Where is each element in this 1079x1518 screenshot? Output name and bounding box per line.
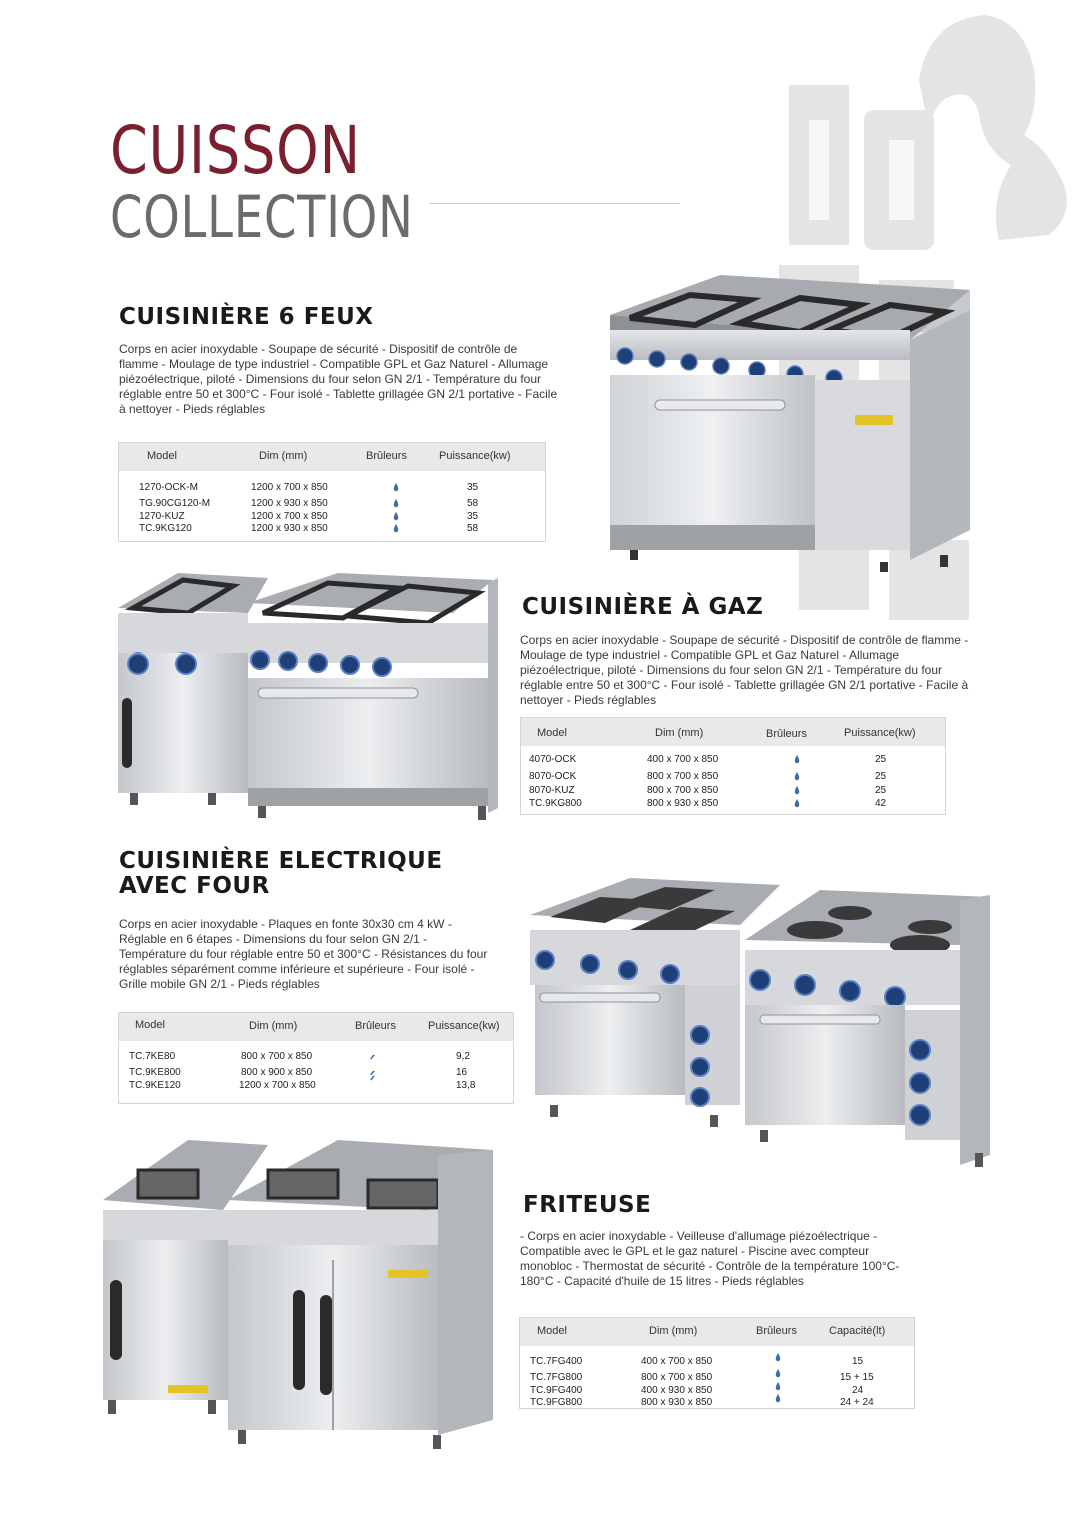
gas-flame-icon	[794, 786, 800, 795]
section-title-line-2: AVEC FOUR	[119, 873, 270, 899]
header-dim: Dim (mm)	[649, 1325, 698, 1337]
product-image-6-burner-range	[600, 270, 975, 575]
table-row	[521, 753, 945, 767]
cell-model: TG.90CG120-M	[139, 498, 211, 509]
title-line-1: CUISSON	[110, 112, 361, 189]
header-puissance: Puissance(kw)	[428, 1020, 500, 1032]
cell-puissance: 58	[467, 523, 479, 534]
gas-flame-icon	[393, 524, 399, 533]
table-row	[119, 1079, 513, 1093]
cell-model: 4070-OCK	[529, 754, 577, 765]
table-row	[521, 770, 945, 784]
table-row	[520, 1396, 914, 1410]
header-bruleurs: Brûleurs	[756, 1325, 797, 1337]
product-image-electric-ranges	[520, 875, 1000, 1175]
cell-puissance: 13,8	[456, 1080, 476, 1091]
gas-flame-icon	[775, 1353, 781, 1362]
product-image-fryers	[98, 1130, 498, 1460]
header-bruleurs: Brûleurs	[766, 728, 807, 740]
spec-table-header	[119, 1013, 513, 1041]
header-model: Model	[135, 1019, 165, 1031]
gas-flame-icon	[794, 755, 800, 764]
cell-dim: 400 x 700 x 850	[641, 1356, 713, 1367]
title-divider	[430, 203, 680, 204]
cell-dim: 1200 x 700 x 850	[251, 482, 328, 493]
cell-model: 8070-KUZ	[529, 785, 575, 796]
table-row	[119, 497, 545, 511]
section-title-gaz: CUISINIÈRE À GAZ	[522, 594, 764, 620]
cell-model: TC.9KE120	[129, 1080, 181, 1091]
cell-capacite: 15	[852, 1356, 864, 1367]
cell-puissance: 16	[456, 1067, 468, 1078]
header-model: Model	[147, 450, 177, 462]
gas-flame-icon	[393, 512, 399, 521]
section-description-friteuse: - Corps en acier inoxydable - Veilleuse d'allumage piézoélectrique - Compatible avec le GPL et le gaz naturel - Piscine avec compteur monobloc - Thermostat de sécurité - Contrôle de la température 100°C-180°C - Capacité d'huile de 15 litres - Pieds réglables	[520, 1229, 900, 1288]
cell-capacite: 24 + 24	[840, 1397, 874, 1408]
gas-flame-icon	[775, 1369, 781, 1378]
cell-model: TC.9FG400	[530, 1385, 583, 1396]
table-row	[520, 1371, 914, 1385]
header-dim: Dim (mm)	[249, 1020, 298, 1032]
electric-bolt-icon	[369, 1052, 376, 1061]
cell-model: 1270-KUZ	[139, 511, 185, 522]
header-bruleurs: Brûleurs	[355, 1020, 396, 1032]
spec-table-header	[119, 443, 545, 471]
header-puissance: Puissance(kw)	[439, 450, 511, 462]
section-title-friteuse: FRITEUSE	[523, 1192, 652, 1218]
cell-model: TC.7FG400	[530, 1356, 583, 1367]
cell-puissance: 35	[467, 511, 479, 522]
section-description-6-feux: Corps en acier inoxydable - Soupape de sécurité - Dispositif de contrôle de flamme - Moulage de type industriel - Compatible GPL et Gaz Naturel - Allumage piézoélectrique, piloté - Dimensions du four selon GN 2/1 - Température du four réglable entre 50 et 300°C - Four isolé - Tablette grillagée GN 2/1 portative - Facile à nettoyer - Pieds réglables	[119, 342, 558, 416]
cell-puissance: 42	[875, 798, 887, 809]
gas-flame-icon	[775, 1394, 781, 1403]
cell-model: TC.7KE80	[129, 1051, 176, 1062]
table-row	[119, 1050, 513, 1064]
header-model: Model	[537, 1325, 567, 1337]
cell-dim: 400 x 930 x 850	[641, 1385, 713, 1396]
cell-puissance: 58	[467, 498, 479, 509]
cell-dim: 1200 x 930 x 850	[251, 498, 328, 509]
cell-capacite: 15 + 15	[840, 1372, 874, 1383]
table-row	[119, 522, 545, 536]
gas-flame-icon	[393, 483, 399, 492]
cell-dim: 800 x 700 x 850	[647, 785, 719, 796]
electric-bolt-icon	[369, 1073, 376, 1082]
table-row	[521, 784, 945, 798]
header-model: Model	[537, 727, 567, 739]
cell-model: TC.9KG120	[139, 523, 192, 534]
cell-dim: 800 x 700 x 850	[641, 1372, 713, 1383]
cell-model: 8070-OCK	[529, 771, 577, 782]
cell-dim: 800 x 700 x 850	[647, 771, 719, 782]
cell-dim: 400 x 700 x 850	[647, 754, 719, 765]
cell-model: TC.7FG800	[530, 1372, 583, 1383]
gas-flame-icon	[775, 1382, 781, 1391]
cell-dim: 800 x 900 x 850	[241, 1067, 313, 1078]
cell-puissance: 25	[875, 785, 887, 796]
spec-table-header	[521, 718, 945, 746]
title-line-2: COLLECTION	[110, 183, 414, 251]
table-row	[520, 1355, 914, 1369]
spec-table-friteuse	[519, 1317, 915, 1409]
gas-flame-icon	[393, 499, 399, 508]
header-bruleurs: Brûleurs	[366, 450, 407, 462]
section-description-electrique: Corps en acier inoxydable - Plaques en fonte 30x30 cm 4 kW - Réglable en 6 étapes - Dimensions du four selon GN 2/1 - Température du four réglable entre 50 et 300°C - Résistances du four réglables séparément comme inférieure et supérieure - Four isolé - Grille mobile GN 2/1 - Pieds réglables	[119, 917, 488, 991]
cell-model: 1270-OCK-M	[139, 482, 198, 493]
table-row	[119, 1066, 513, 1080]
spec-table-header	[520, 1318, 914, 1346]
cell-dim: 800 x 700 x 850	[241, 1051, 313, 1062]
cell-model: TC.9KE800	[129, 1067, 181, 1078]
spec-table-gaz	[520, 717, 946, 815]
section-description-gaz: Corps en acier inoxydable - Soupape de sécurité - Dispositif de contrôle de flamme - Moulage de type industriel - Compatible GPL et Gaz Naturel - Allumage piézoélectrique, piloté - Dimensions du four selon GN 2/1 - Température du four réglable entre 50 et 300°C - Four isolé - Tablette grillagée GN 2/1 portative - Facile à nettoyer - Pieds réglables	[520, 633, 969, 707]
cell-puissance: 25	[875, 754, 887, 765]
header-dim: Dim (mm)	[655, 727, 704, 739]
cell-dim: 800 x 930 x 850	[641, 1397, 713, 1408]
spec-table-electrique	[118, 1012, 514, 1104]
section-title-electrique	[119, 849, 443, 899]
cell-dim: 1200 x 700 x 850	[239, 1080, 316, 1091]
table-row	[521, 797, 945, 811]
header-capacite: Capacité(lt)	[829, 1325, 886, 1337]
cell-puissance: 35	[467, 482, 479, 493]
section-title-line-1: CUISINIÈRE ELECTRIQUE	[119, 848, 443, 874]
cell-capacite: 24	[852, 1385, 864, 1396]
table-row	[119, 481, 545, 495]
header-dim: Dim (mm)	[259, 450, 308, 462]
cell-puissance: 25	[875, 771, 887, 782]
cell-dim: 1200 x 700 x 850	[251, 511, 328, 522]
cell-dim: 800 x 930 x 850	[647, 798, 719, 809]
gas-flame-icon	[794, 772, 800, 781]
section-title-6-feux: CUISINIÈRE 6 FEUX	[119, 304, 374, 330]
spec-table-6-feux	[118, 442, 546, 542]
cell-dim: 1200 x 930 x 850	[251, 523, 328, 534]
gas-flame-icon	[794, 799, 800, 808]
header-puissance: Puissance(kw)	[844, 727, 916, 739]
cell-model: TC.9KG800	[529, 798, 582, 809]
cell-puissance: 9,2	[456, 1051, 470, 1062]
cell-model: TC.9FG800	[530, 1397, 583, 1408]
product-image-gas-ranges	[108, 568, 498, 848]
